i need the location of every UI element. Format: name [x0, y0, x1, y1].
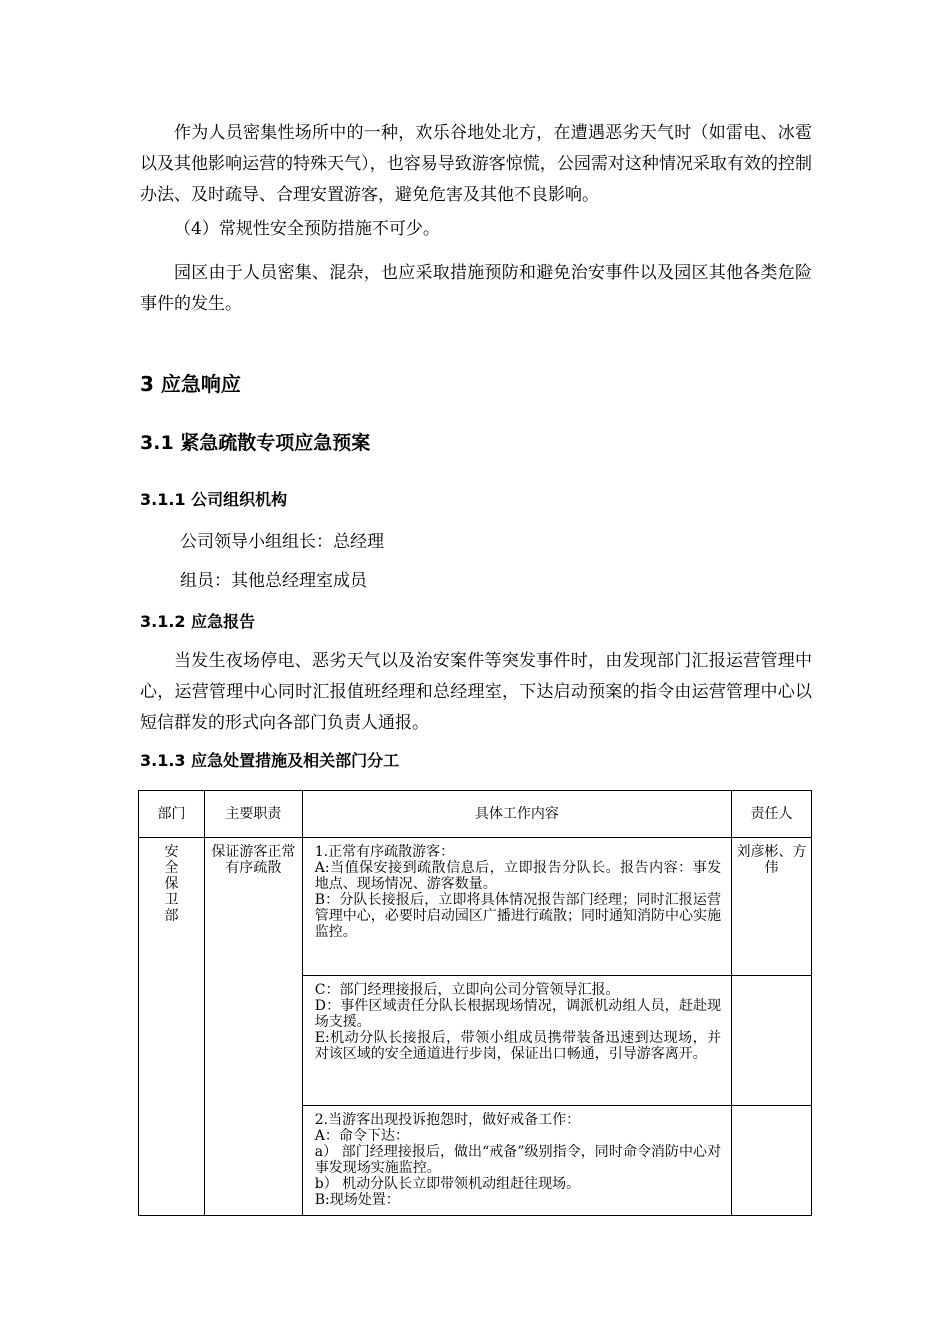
cell-responsible-empty: [732, 1106, 812, 1216]
org-members: 组员：其他总经理室成员: [180, 571, 367, 591]
cell-responsible-empty: [732, 976, 812, 1106]
paragraph-emergency-report: 当发生夜场停电、恶劣天气以及治安案件等突发事件时，由发现部门汇报运营管理中心，运营管理中心同时汇报值班经理和总经理室，下达启动预案的指令由运营管理中心以短信群发的形式向各部门负责人通报。: [140, 651, 812, 733]
responsible-names: 刘彦彬、方伟: [736, 844, 807, 876]
paragraph-park-prevention: 园区由于人员密集、混杂，也应采取措施预防和避免治安事件以及园区其他各类危险事件的发生。: [140, 263, 812, 314]
cell-content-2: [302, 976, 731, 1106]
cell-responsible: [732, 838, 812, 976]
header-content: 具体工作内容: [302, 791, 731, 838]
responsibility-table: [138, 790, 812, 1216]
cell-content-3: [302, 1106, 731, 1216]
section-heading-emergency-report: 3.1.2 应急报告: [140, 612, 256, 631]
section-heading-organization: 3.1.1 公司组织机构: [140, 490, 288, 509]
header-duty: 主要职责: [204, 791, 302, 838]
paragraph-weather: 作为人员密集性场所中的一种，欢乐谷地处北方，在遭遇恶劣天气时（如雷电、冰雹以及其他影响运营的特殊天气），也容易导致游客惊慌，公园需对这种情况采取有效的控制办法、及时疏导、合理安置游客，避免危害及其他不良影响。: [140, 123, 812, 205]
department-name: 安全保卫部: [164, 844, 179, 924]
section-heading-measures-division: 3.1.3 应急处置措施及相关部门分工: [140, 751, 400, 770]
paragraph-safety-measures: （4）常规性安全预防措施不可少。: [174, 219, 440, 239]
cell-department: [139, 838, 205, 1216]
content-text-2: C：部门经理接报后，立即向公司分管领导汇报。 D：事件区域责任分队长根据现场情况，调派机动组人员，赶赴现场支援。 E:机动分队长接报后，带领小组成员携带装备迅速到达现场，并对该区域的安全通道进行步岗，保证出口畅通，引导游客离开。: [314, 982, 722, 1062]
section-heading-emergency-response: 3 应急响应: [140, 372, 241, 396]
table-row: [139, 838, 812, 976]
table-header-row: [139, 791, 812, 838]
content-text-1: 1.正常有序疏散游客： A:当值保安接到疏散信息后，立即报告分队长。报告内容：事发地点、现场情况、游客数量。 B：分队长接报后，立即将具体情况报告部门经理；同时汇报运营管理中心，必要时启动园区广播进行疏散；同时通知消防中心实施监控。: [314, 844, 722, 940]
duty-text: 保证游客正常有序疏散: [211, 844, 296, 876]
header-responsible: 责任人: [732, 791, 812, 838]
org-leader: 公司领导小组组长：总经理: [180, 532, 384, 552]
section-heading-evacuation-plan: 3.1 紧急疏散专项应急预案: [140, 432, 371, 454]
header-department: 部门: [139, 791, 205, 838]
content-text-3: 2.当游客出现投诉抱怨时，做好戒备工作： A：命令下达： a） 部门经理接报后，做出“戒备”级别指令，同时命令消防中心对事发现场实施监控。 b） 机动分队长立即带领机动组赶往现场。 B:现场处置：: [314, 1112, 722, 1208]
cell-duty: [204, 838, 302, 1216]
cell-content-1: [302, 838, 731, 976]
